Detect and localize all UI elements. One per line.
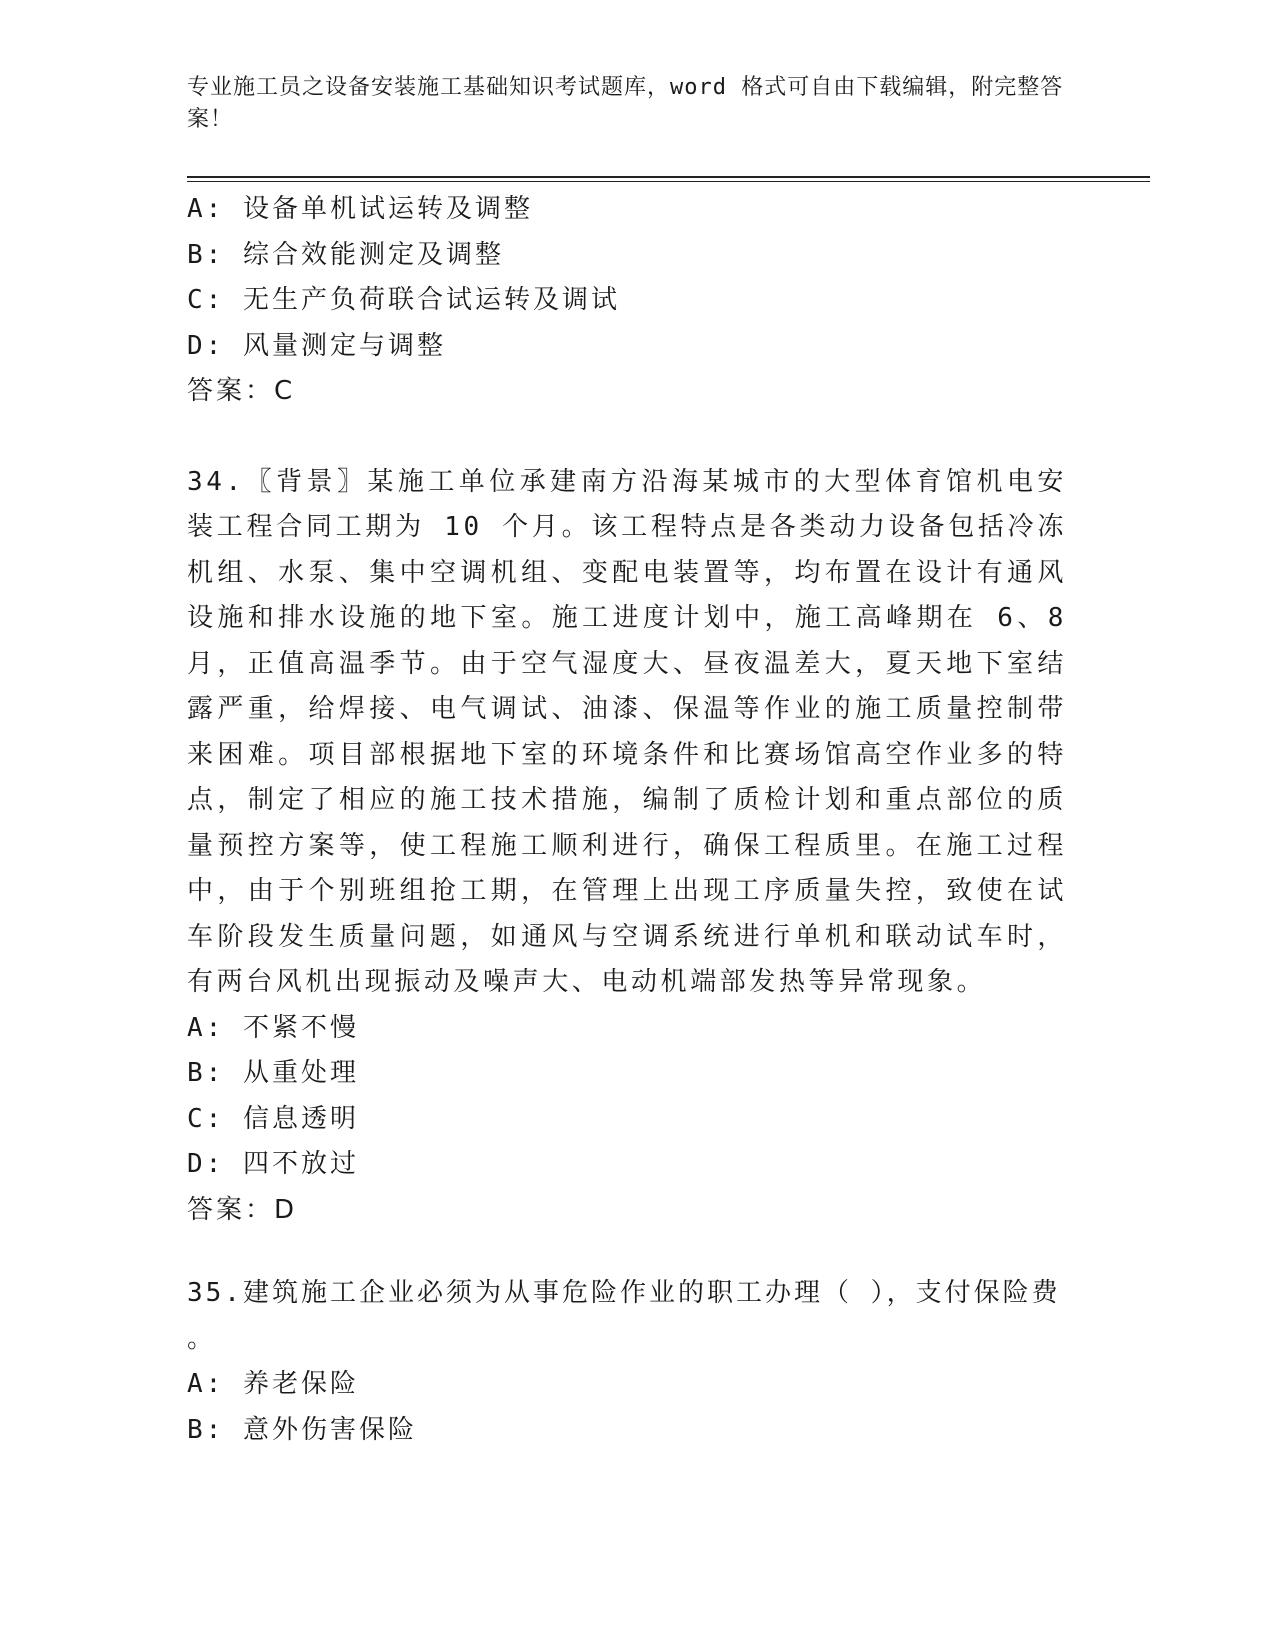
option-a: A: 养老保险: [187, 1369, 359, 1399]
option-a: A: 设备单机试运转及调整: [187, 194, 533, 224]
question-stem: 35.建筑施工企业必须为从事危险作业的职工办理（ ），支付保险费: [187, 1278, 1061, 1308]
option-d: D: 四不放过: [187, 1149, 359, 1179]
answer: 答案：C: [187, 376, 296, 406]
question-stem-end: 。: [187, 1323, 217, 1354]
option-a: A: 不紧不慢: [187, 1012, 359, 1043]
option-d: D: 风量测定与调整: [187, 330, 446, 361]
option-b: B: 从重处理: [187, 1058, 359, 1088]
header-rule-thick: [187, 176, 1150, 178]
question-33: [187, 187, 1087, 415]
document-body: [187, 187, 1087, 1453]
option-c: C: 信息透明: [187, 1103, 359, 1134]
document-header: 专业施工员之设备安装施工基础知识考试题库，word 格式可自由下载编辑，附完整答案！: [187, 75, 1064, 132]
question-stem: 34.〖背景〗某施工单位承建南方沿海某城市的大型体育馆机电安装工程合同工期为 10 个月。该工程特点是各类动力设备包括冷冻机组、水泵、集中空调机组、变配电装置等，均布置在设计有通风设施和排水设施的地下室。施工进度计划中，施工高峰期在 6、8 月，正值高温季节。由于空气湿度大、昼夜温差大，夏天地下室结露严重，给焊接、电气调试、油漆、保温等作业的施工质量控制带来困难。项目部根据地下室的环境条件和比赛场馆高空作业多的特点，制定了相应的施工技术措施，编制了质检计划和重点部位的质量预控方案等，使工程施工顺利进行，确保工程质里。在施工过程中，由于个别班组抢工期，在管理上出现工序质量失控，致使在试车阶段发生质量问题，如通风与空调系统进行单机和联动试车时，有两台风机出现振动及噪声大、电动机端部发热等异常现象。: [187, 466, 1067, 997]
option-b: B: 综合效能测定及调整: [187, 239, 504, 270]
header-rule-thin: [187, 181, 1150, 182]
question-34: [187, 460, 1087, 1234]
option-b: B: 意外伤害保险: [187, 1414, 417, 1445]
question-35: [187, 1271, 1087, 1453]
option-c: C: 无生产负荷联合试运转及调试: [187, 285, 620, 315]
answer: 答案：D: [187, 1194, 298, 1225]
